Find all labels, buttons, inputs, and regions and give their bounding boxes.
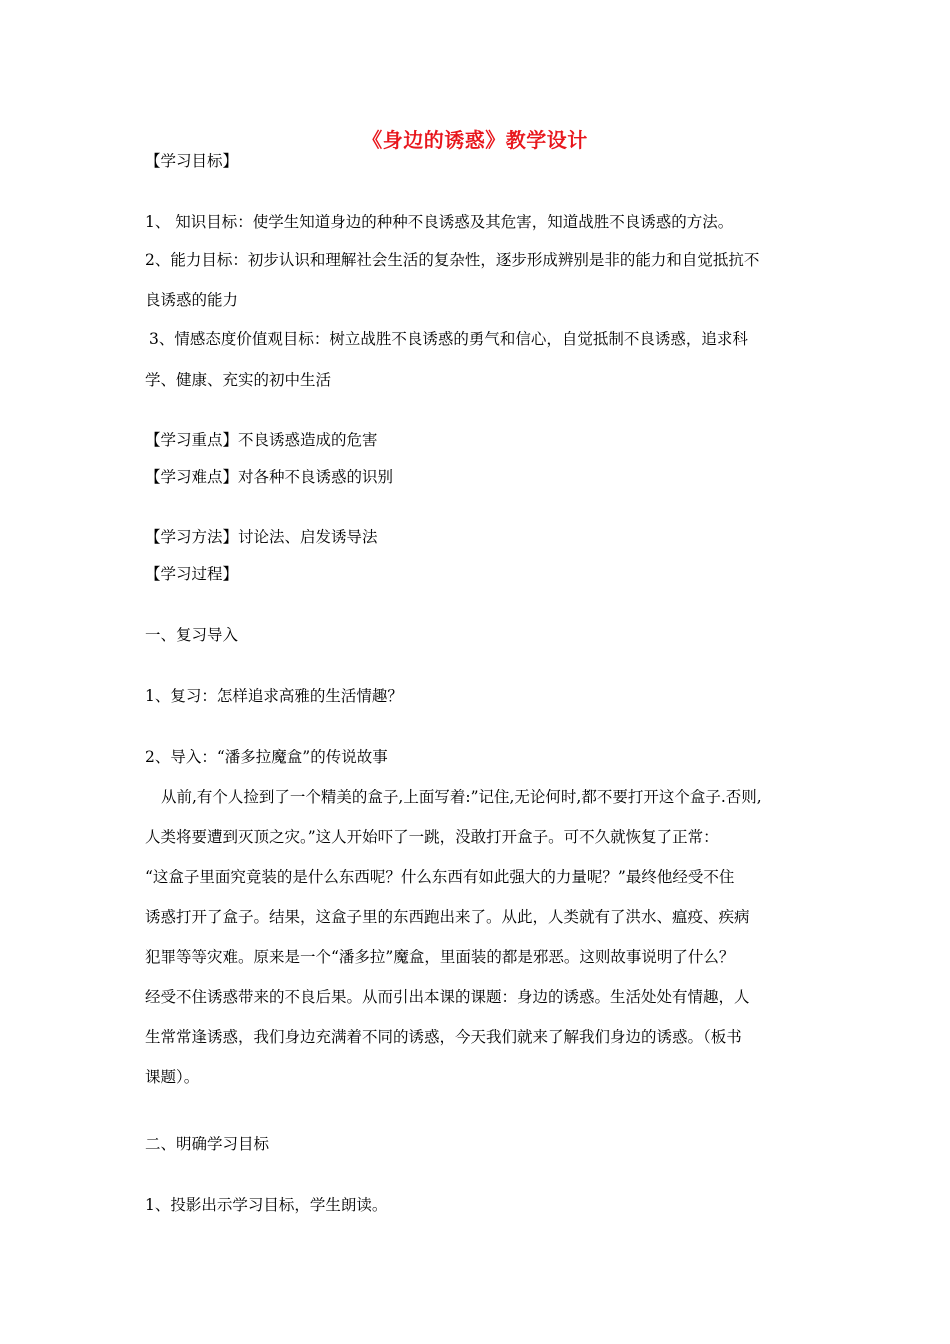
story-line-1: 从前,有个人捡到了一个精美的盒子,上面写着:”记住,无论何时,都不要打开这个盒子.否则, [161,788,762,806]
paragraph-review: 1、复习：怎样追求高雅的生活情趣？ [145,687,403,705]
story-line-2: 人类将要遭到灭顶之灾。”这人开始吓了一跳，没敢打开盒子。可不久就恢复了正常： [145,828,719,846]
section-key-points: 【学习重点】不良诱惑造成的危害 [145,431,378,449]
story-line-6: 经受不住诱惑带来的不良后果。从而引出本课的课题：身边的诱惑。生活处处有情趣，人 [145,988,750,1006]
paragraph-ability-objective-cont: 良诱惑的能力 [145,291,239,309]
section-heading-process: 【学习过程】 [145,565,239,583]
story-line-4: 诱惑打开了盒子。结果，这盒子里的东西跑出来了。从此，人类就有了洪水、瘟疫、疾病 [145,908,750,926]
paragraph-emotion-objective: 3、情感态度价值观目标：树立战胜不良诱惑的勇气和信心，自觉抵制不良诱惑，追求科 [149,330,748,348]
story-line-3: “这盒子里面究竟装的是什么东西呢？什么东西有如此强大的力量呢？”最终他经受不住 [145,868,735,886]
section-heading-objectives: 【学习目标】 [145,152,239,170]
story-line-5: 犯罪等等灾难。原来是一个“潘多拉”魔盒，里面装的都是邪恶。这则故事说明了什么？ [145,948,735,966]
paragraph-intro: 2、导入：“潘多拉魔盒”的传说故事 [145,748,388,766]
paragraph-ability-objective: 2、能力目标：初步认识和理解社会生活的复杂性，逐步形成辨别是非的能力和自觉抵抗不 [145,251,760,269]
heading-review-intro: 一、复习导入 [145,626,239,644]
paragraph-project-objectives: 1、投影出示学习目标，学生朗读。 [145,1196,388,1214]
story-line-8: 课题）。 [145,1068,200,1086]
story-line-7: 生常常逢诱惑，我们身边充满着不同的诱惑，今天我们就来了解我们身边的诱惑。（板书 [145,1028,742,1046]
paragraph-knowledge-objective: 1、 知识目标：使学生知道身边的种种不良诱惑及其危害，知道战胜不良诱惑的方法。 [145,213,734,231]
document-title: 《身边的诱惑》教学设计 [362,128,588,152]
heading-clarify-objectives: 二、明确学习目标 [145,1135,270,1153]
section-methods: 【学习方法】讨论法、启发诱导法 [145,528,378,546]
paragraph-emotion-objective-cont: 学、健康、充实的初中生活 [145,371,332,389]
section-difficulties: 【学习难点】对各种不良诱惑的识别 [145,468,394,486]
